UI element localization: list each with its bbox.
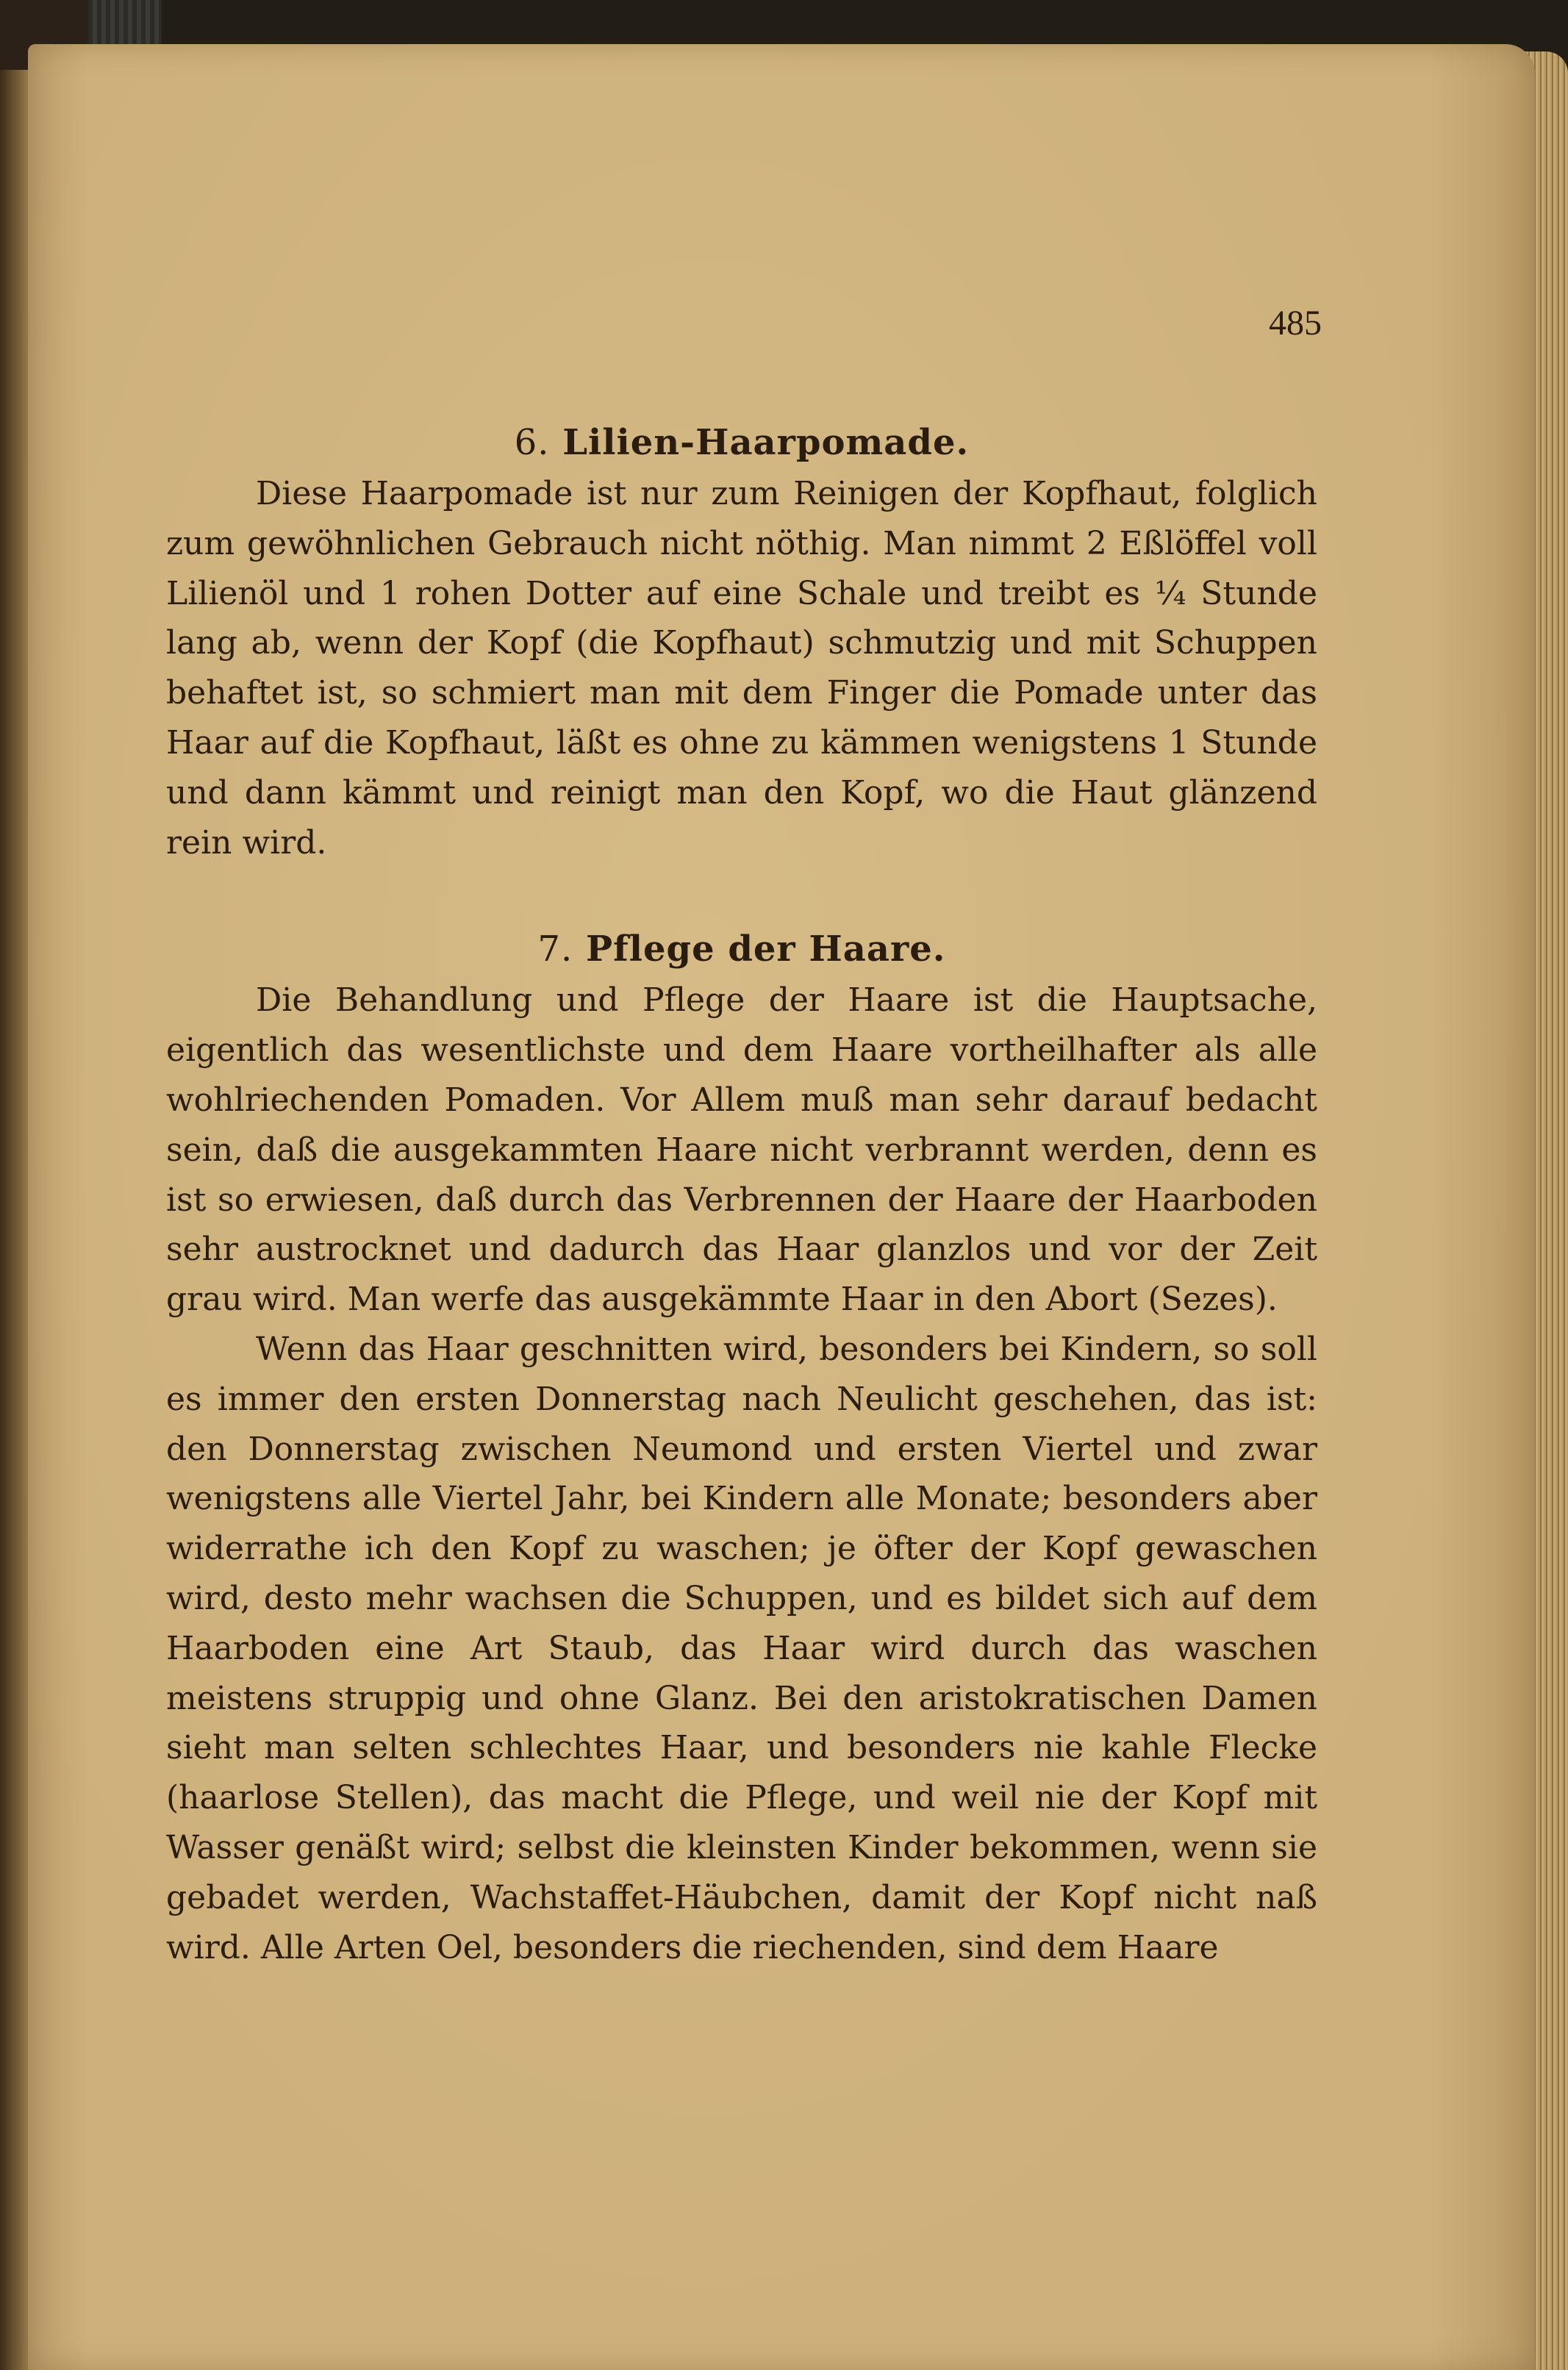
section-heading [166, 416, 1317, 469]
paragraph: Die Behandlung und Pflege der Haare ist die Hauptsache, eigentlich das wesentlichste und dem Haare vortheilhafter als alle wohlriechenden Pomaden. Vor Allem muß man sehr darauf bedacht sein, daß die ausgekammten Haare nicht verbrannt werden, denn es ist so erwiesen, daß durch das Verbrennen der Haare der Haarboden sehr austrocknet und dadurch das Haar glanzlos und vor der Zeit grau wird. Man werfe das ausgekämmte Haar in den Abort (Sezes). [166, 981, 1317, 1319]
section-number: 7. [537, 928, 573, 970]
paragraph: Wenn das Haar geschnitten wird, besonders bei Kindern, so soll es immer den ersten Donnerstag nach Neulicht geschehen, das ist: den Donnerstag zwischen Neumond und ersten Viertel und zwar wenigstens alle Viertel Jahr, bei Kindern alle Monate; besonders aber widerrathe ich den Kopf zu waschen; je öfter der Kopf gewaschen wird, desto mehr wachsen die Schuppen, und es bildet sich auf dem Haarboden eine Art Staub, das Haar wird durch das waschen meistens struppig und ohne Glanz. Bei den aristokratischen Damen sieht man selten schlechtes Haar, und besonders nie kahle Flecke (haarlose Stellen), das macht die Pflege, und weil nie der Kopf mit Wasser genäßt wird; selbst die kleinsten Kinder bekommen, wenn sie gebadet werden, Wachstaffet-Häubchen, damit der Kopf nicht naß wird. Alle Arten Oel, besonders die riechenden, sind dem Haare [166, 1330, 1317, 1966]
section-title: Pflege der Haare. [585, 928, 946, 970]
section-heading [166, 923, 1317, 975]
paragraph: Diese Haarpomade ist nur zum Reinigen der Kopfhaut, folglich zum gewöhnlichen Gebrauch nicht nöthig. Man nimmt 2 Eßlöffel voll Lilienöl und 1 rohen Dotter auf eine Schale und treibt es ¼ Stunde lang ab, wenn der Kopf (die Kopfhaut) schmutzig und mit Schuppen behaftet ist, so schmiert man mit dem Finger die Pomade unter das Haar auf die Kopfhaut, läßt es ohne zu kämmen wenigstens 1 Stunde und dann kämmt und reinigt man den Kopf, wo die Haut glänzend rein wird. [166, 475, 1317, 862]
page-number: 485 [1269, 304, 1322, 343]
section-title: Lilien-Haarpomade. [562, 422, 970, 463]
page-body [166, 293, 1317, 1972]
section-number: 6. [514, 422, 550, 463]
